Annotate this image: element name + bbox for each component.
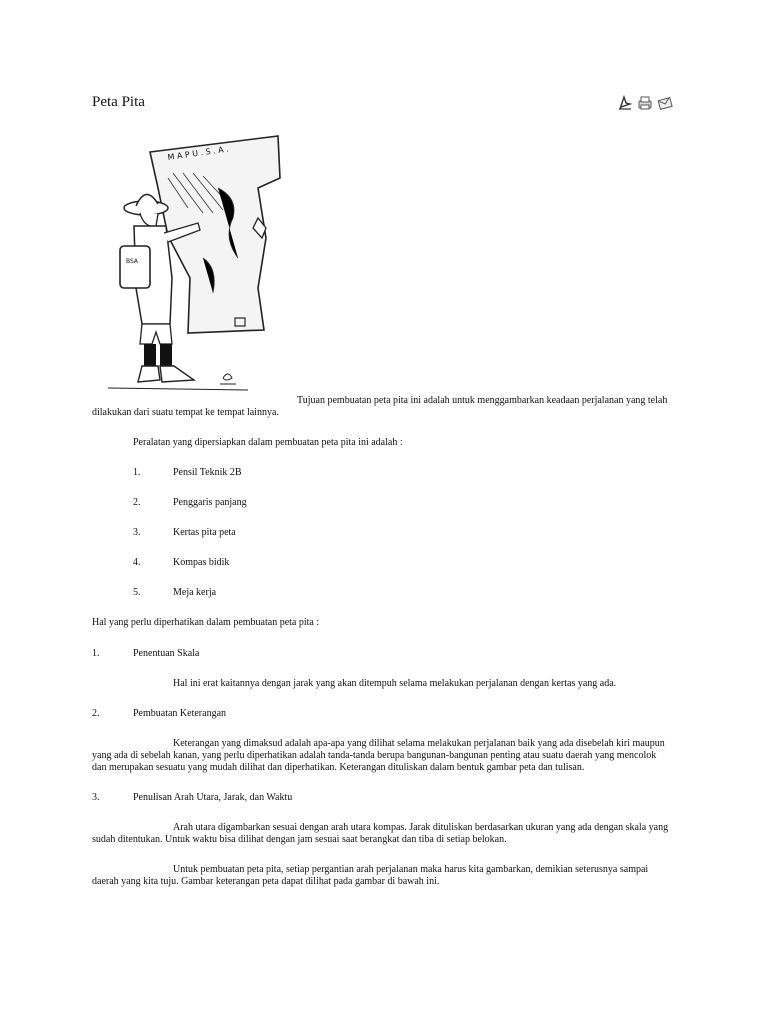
section-title: Pembuatan Keterangan [133, 708, 227, 719]
section-number: 2. [92, 708, 100, 719]
tool-number: 2. [133, 497, 141, 508]
backpack-label: BSA [126, 258, 139, 265]
tool-item: Meja kerja [173, 587, 217, 598]
page-title: Peta Pita [92, 94, 145, 110]
map-label: M A P U . S . A . [167, 144, 230, 162]
tool-number: 5. [133, 587, 141, 598]
tool-number: 4. [133, 557, 141, 568]
section-body-line: yang ada di sebelah kanan, yang perlu diperhatikan adalah tanda-tanda berupa bangunan-bangunan penting atau suatu daerah yang mencolok [92, 750, 657, 761]
section-body-line: sudah ditentukan. Untuk waktu bisa dilihat dengan jam sesuai saat berangkat dan tiba di setiap belokan. [92, 834, 507, 845]
section-body-line: Arah utara digambarkan sesuai dengan arah utara kompas. Jarak dituliskan berdasarkan ukuran yang ada dengan skala yang [173, 822, 669, 833]
closing-line-2: daerah yang kita tuju. Gambar keterangan peta dapat dilihat pada gambar di bawah ini. [92, 876, 440, 887]
tools-heading: Peralatan yang dipersiapkan dalam pembuatan peta pita ini adalah : [133, 437, 403, 448]
section-title: Penulisan Arah Utara, Jarak, dan Waktu [133, 792, 293, 803]
tool-number: 1. [133, 467, 141, 478]
email-icon[interactable] [657, 95, 673, 111]
scout-map-illustration [108, 118, 298, 400]
tool-item: Pensil Teknik 2B [173, 467, 242, 478]
closing-line-1: Untuk pembuatan peta pita, setiap pergantian arah perjalanan maka harus kita gambarkan, demikian seterusnya sampai [173, 864, 649, 875]
print-icon[interactable] [637, 95, 653, 111]
tool-item: Penggaris panjang [173, 497, 247, 508]
section-body-line: Keterangan yang dimaksud adalah apa-apa yang dilihat selama melakukan perjalanan baik yang ada disebelah kiri maupun [173, 738, 665, 749]
section-body-line: Hal ini erat kaitannya dengan jarak yang akan ditempuh selama melakukan perjalanan dengan kertas yang ada. [173, 678, 617, 689]
tool-number: 3. [133, 527, 141, 538]
section-title: Penentuan Skala [133, 648, 200, 659]
pdf-icon[interactable] [617, 95, 633, 111]
notes-heading: Hal yang perlu diperhatikan dalam pembuatan peta pita : [92, 617, 320, 628]
section-number: 3. [92, 792, 100, 803]
tool-item: Kertas pita peta [173, 527, 236, 538]
section-body-line: dan merupakan sesuatu yang mudah dilihat dan diperhatikan. Keterangan dituliskan dalam bentuk gambar peta dan tulisan. [92, 762, 585, 773]
document-actions [617, 95, 673, 111]
tool-item: Kompas bidik [173, 557, 230, 568]
intro-line-2: dilakukan dari suatu tempat ke tempat lainnya. [92, 407, 279, 418]
intro-line-1: Tujuan pembuatan peta pita ini adalah untuk menggambarkan keadaan perjalanan yang telah [297, 395, 668, 406]
section-number: 1. [92, 648, 100, 659]
